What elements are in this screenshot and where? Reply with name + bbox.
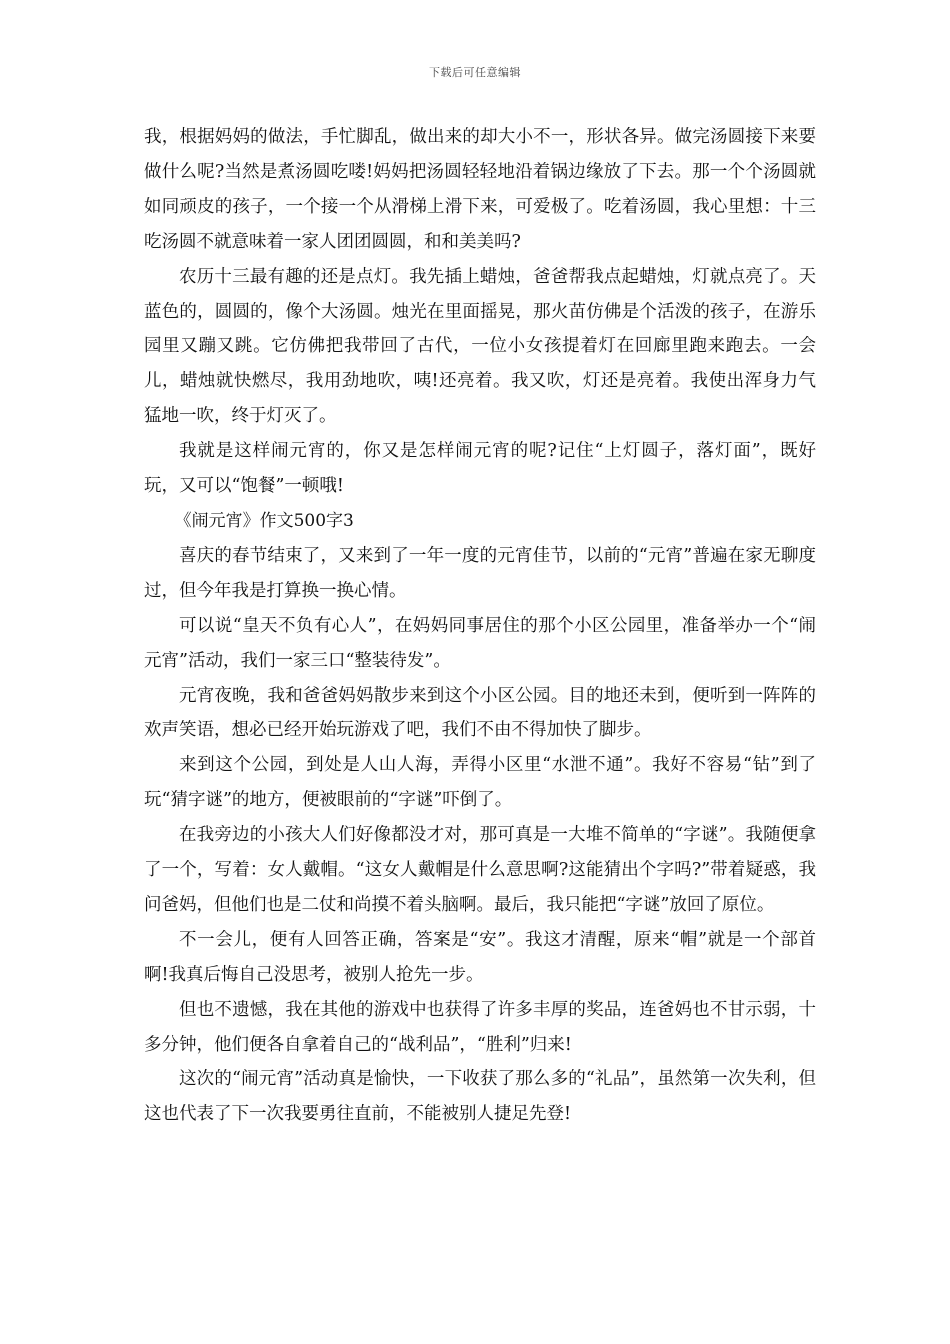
paragraph-5: 喜庆的春节结束了，又来到了一年一度的元宵佳节，以前的“元宵”普遍在家无聊度过，但今年我是打算换一换心情。 <box>144 545 816 601</box>
paragraph-1: 我，根据妈妈的做法，手忙脚乱，做出来的却大小不一，形状各异。做完汤圆接下来要做什么呢?当然是煮汤圆吃喽!妈妈把汤圆轻轻地沿着锅边缘放了下去。那一个个汤圆就如同顽皮的孩子，一个接一个从滑梯上滑下来，可爱极了。吃着汤圆，我心里想：十三吃汤圆不就意味着一家人团团圆圆，和和美美吗? <box>144 127 816 252</box>
paragraph-6: 可以说“皇天不负有心人”，在妈妈同事居住的那个小区公园里，准备举办一个“闹元宵”活动，我们一家三口“整装待发”。 <box>144 615 816 671</box>
paragraph-11: 但也不遗憾，我在其他的游戏中也获得了许多丰厚的奖品，连爸妈也不甘示弱，十多分钟，他们便各自拿着自己的“战利品”，“胜利”归来! <box>144 999 816 1055</box>
page-header: 下载后可任意编辑 <box>429 66 521 79</box>
paragraph-3: 我就是这样闹元宵的，你又是怎样闹元宵的呢?记住“上灯圆子，落灯面”，既好玩，又可以“饱餐”一顿哦! <box>144 441 816 497</box>
paragraph-12: 这次的“闹元宵”活动真是愉快，一下收获了那么多的“礼品”，虽然第一次失利，但这也代表了下一次我要勇往直前，不能被别人捷足先登! <box>144 1069 816 1125</box>
essay-title: 《闹元宵》作文500字3 <box>174 510 354 531</box>
paragraph-8: 来到这个公园，到处是人山人海，弄得小区里“水泄不通”。我好不容易“钻”到了玩“猜字谜”的地方，便被眼前的“字谜”吓倒了。 <box>144 755 816 811</box>
paragraph-7: 元宵夜晚，我和爸爸妈妈散步来到这个小区公园。目的地还未到，便听到一阵阵的欢声笑语，想必已经开始玩游戏了吧，我们不由不得加快了脚步。 <box>144 685 816 741</box>
document-body <box>144 120 816 1132</box>
paragraph-9: 在我旁边的小孩大人们好像都没才对，那可真是一大堆不简单的“字谜”。我随便拿了一个，写着：女人戴帽。“这女人戴帽是什么意思啊?这能猜出个字吗?”带着疑惑，我问爸妈，但他们也是二仗和尚摸不着头脑啊。最后，我只能把“字谜”放回了原位。 <box>144 825 816 915</box>
paragraph-2: 农历十三最有趣的还是点灯。我先插上蜡烛，爸爸帮我点起蜡烛，灯就点亮了。天蓝色的，圆圆的，像个大汤圆。烛光在里面摇晃，那火苗仿佛是个活泼的孩子，在游乐园里又蹦又跳。它仿佛把我带回了古代，一位小女孩提着灯在回廊里跑来跑去。一会儿，蜡烛就快燃尽，我用劲地吹，咦!还亮着。我又吹，灯还是亮着。我使出浑身力气猛地一吹，终于灯灭了。 <box>144 266 816 427</box>
paragraph-10: 不一会儿，便有人回答正确，答案是“安”。我这才清醒，原来“帽”就是一个部首啊!我真后悔自己没思考，被别人抢先一步。 <box>144 929 816 985</box>
